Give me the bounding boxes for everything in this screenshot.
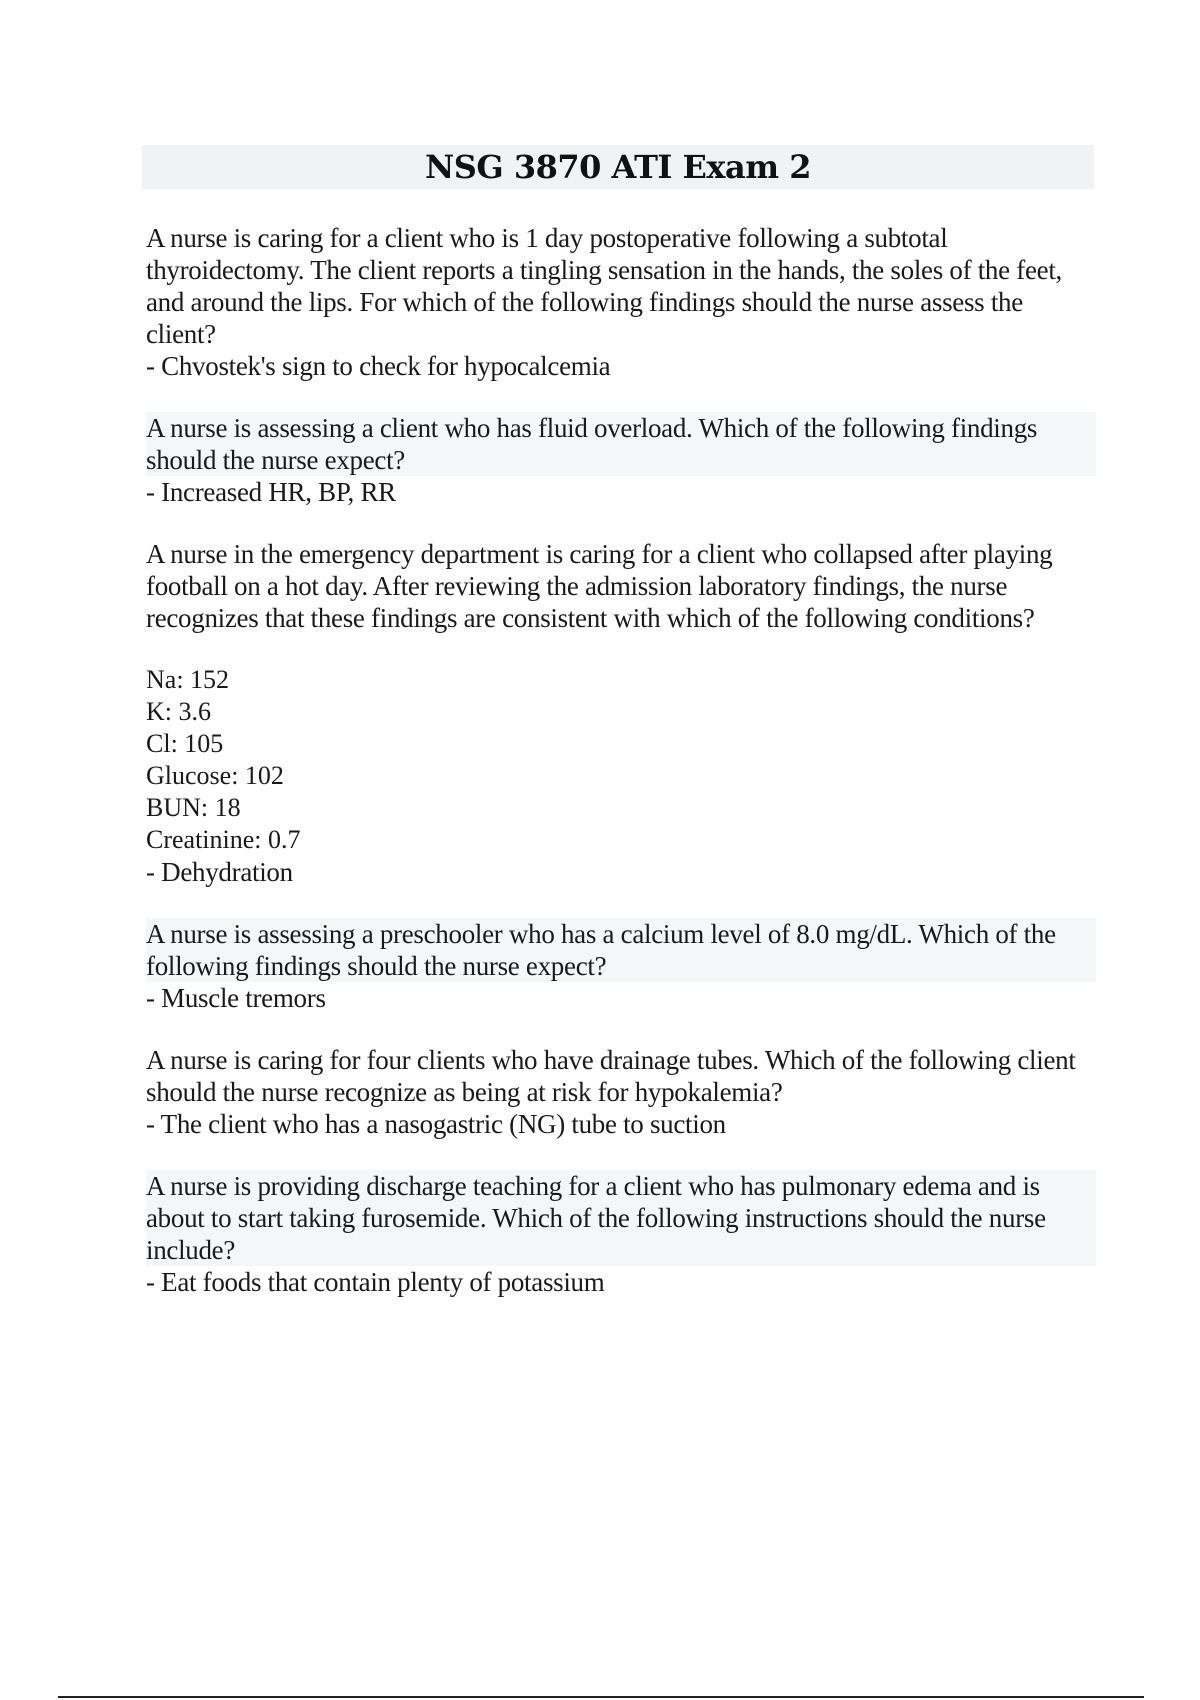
qa-item-1 xyxy=(146,222,1096,382)
lab-value: K: 3.6 xyxy=(146,697,211,726)
question-text: A nurse in the emergency department is caring for a client who collapsed after playing football on a hot day. After reviewing the admission laboratory findings, the nurse recognizes that these findings are consistent with which of the following conditions? xyxy=(146,539,1053,633)
lab-value: Na: 152 xyxy=(146,665,230,694)
qa-item-3 xyxy=(146,538,1096,888)
question-text: A nurse is assessing a client who has fluid overload. Which of the following findings should the nurse expect? xyxy=(146,412,1096,476)
qa-item-6 xyxy=(146,1170,1096,1298)
question-text: A nurse is caring for a client who is 1 day postoperative following a subtotal thyroidectomy. The client reports a tingling sensation in the hands, the soles of the feet, and around the lips. For which of the following findings should the nurse assess the client? xyxy=(146,223,1062,349)
answer-text: - Eat foods that contain plenty of potassium xyxy=(146,1267,605,1297)
question-text: A nurse is assessing a preschooler who has a calcium level of 8.0 mg/dL. Which of the following findings should the nurse expect? xyxy=(146,918,1096,982)
lab-value: BUN: 18 xyxy=(146,793,241,822)
qa-item-4 xyxy=(146,918,1096,1014)
question-text: A nurse is providing discharge teaching for a client who has pulmonary edema and is about to start taking furosemide. Which of the following instructions should the nurse include? xyxy=(146,1170,1096,1266)
lab-value: Creatinine: 0.7 xyxy=(146,825,301,854)
title-band xyxy=(142,145,1094,189)
answer-text: - The client who has a nasogastric (NG) tube to suction xyxy=(146,1109,726,1139)
question-list xyxy=(146,222,1096,1328)
answer-text: - Increased HR, BP, RR xyxy=(146,477,396,507)
footer-divider xyxy=(58,1696,1144,1698)
qa-item-2 xyxy=(146,412,1096,508)
lab-value: Cl: 105 xyxy=(146,729,224,758)
answer-text: - Muscle tremors xyxy=(146,983,326,1013)
qa-item-5 xyxy=(146,1044,1096,1140)
lab-values xyxy=(146,664,1096,856)
lab-value: Glucose: 102 xyxy=(146,761,284,790)
answer-text: - Chvostek's sign to check for hypocalcemia xyxy=(146,351,611,381)
document-title: NSG 3870 ATI Exam 2 xyxy=(425,148,811,186)
question-text: A nurse is caring for four clients who have drainage tubes. Which of the following client should the nurse recognize as being at risk for hypokalemia? xyxy=(146,1045,1076,1107)
answer-text: - Dehydration xyxy=(146,857,293,887)
